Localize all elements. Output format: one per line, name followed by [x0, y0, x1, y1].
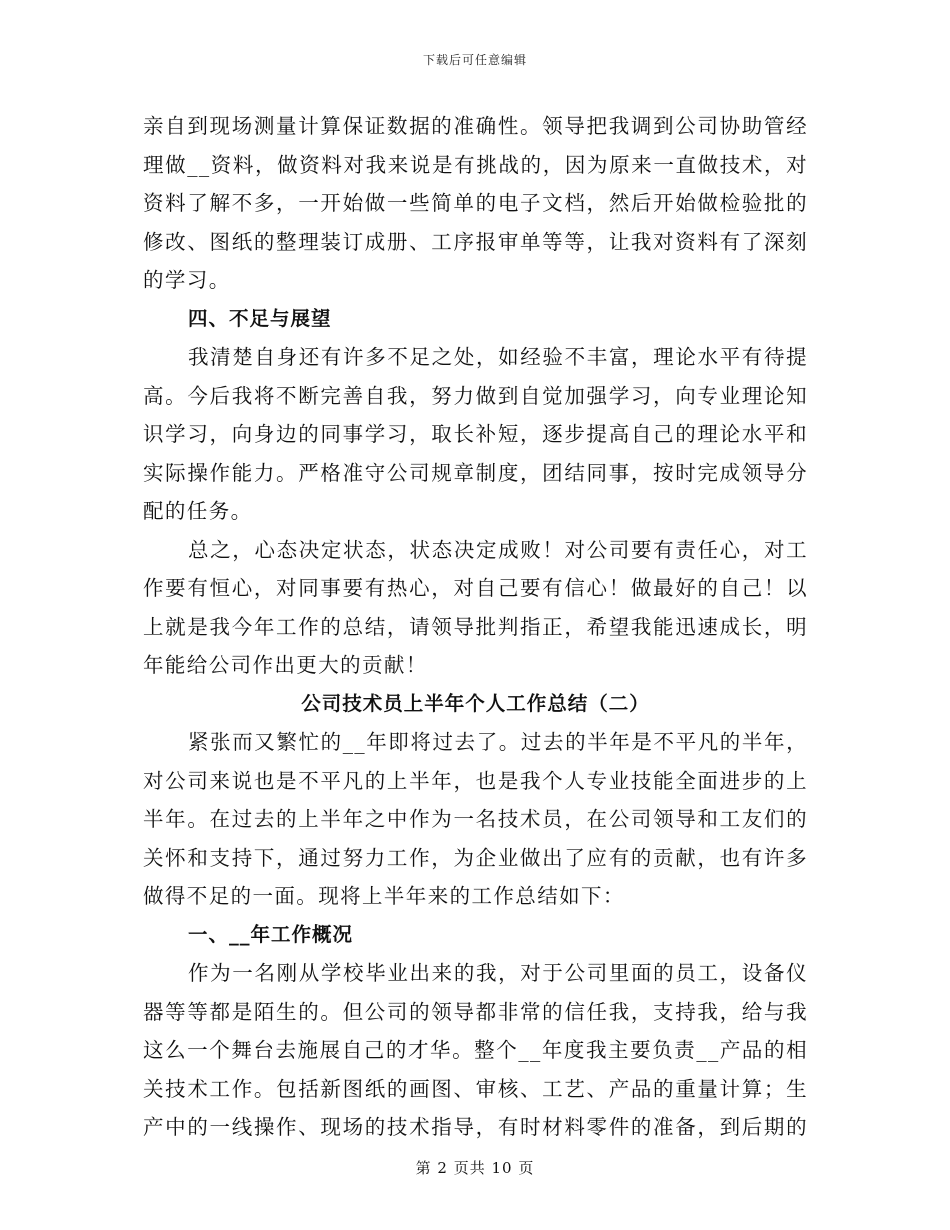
text-line: 识学习，向身边的同事学习，取长补短，逐步提高自己的理论水平和	[143, 422, 808, 446]
text-line: 理做__资料，做资料对我来说是有挑战的，因为原来一直做技术，对	[143, 152, 808, 177]
text-line: 亲自到现场测量计算保证数据的准确性。领导把我调到公司协助管经	[143, 114, 808, 138]
document-body	[143, 107, 808, 1147]
text-line: 我清楚自身还有许多不足之处，如经验不丰富，理论水平有待提	[188, 345, 808, 369]
text-line: 产中的一线操作、现场的技术指导，有时材料零件的准备，到后期的	[143, 1115, 808, 1139]
text-line: 器等等都是陌生的。但公司的领导都非常的信任我，支持我，给与我	[143, 999, 808, 1024]
text-line: 年能给公司作出更大的贡献！	[143, 653, 428, 677]
text-line: 上就是我今年工作的总结，请领导批判指正，希望我能迅速成长，明	[143, 614, 808, 639]
section-heading: 四、不足与展望	[188, 306, 332, 330]
text-line: 对公司来说也是不平凡的上半年，也是我个人专业技能全面进步的上	[143, 768, 808, 793]
page-header: 下载后可任意编辑	[422, 53, 527, 67]
text-line: 高。今后我将不断完善自我，努力做到自觉加强学习，向专业理论知	[143, 383, 808, 408]
text-line: 修改、图纸的整理装订成册、工序报审单等等，让我对资料有了深刻	[143, 229, 808, 254]
text-line: 的学习。	[143, 268, 231, 292]
section-heading: 一、__年工作概况	[188, 922, 354, 946]
text-line: 作为一名刚从学校毕业出来的我，对于公司里面的员工，设备仪	[188, 961, 808, 985]
text-line: 实际操作能力。严格准守公司规章制度，团结同事，按时完成领导分	[143, 460, 808, 485]
text-line: 关怀和支持下，通过努力工作，为企业做出了应有的贡献，也有许多	[143, 845, 808, 870]
text-line: 这么一个舞台去施展自己的才华。整个__年度我主要负责__产品的相	[143, 1038, 808, 1062]
text-line: 做得不足的一面。现将上半年来的工作总结如下：	[143, 884, 625, 908]
text-line: 关技术工作。包括新图纸的画图、审核、工艺、产品的重量计算；生	[143, 1076, 808, 1101]
text-line: 作要有恒心，对同事要有热心，对自己要有信心！做最好的自己！以	[143, 576, 808, 600]
text-line: 资料了解不多，一开始做一些简单的电子文档，然后开始做检验批的	[143, 191, 808, 215]
text-line: 紧张而又繁忙的__年即将过去了。过去的半年是不平凡的半年，	[188, 730, 808, 754]
text-line: 总之，心态决定状态，状态决定成败！对公司要有责任心，对工	[188, 537, 808, 562]
text-line: 半年。在过去的上半年之中作为一名技术员，在公司领导和工友们的	[143, 807, 808, 831]
page-number: 第 2 页共 10 页	[415, 1159, 535, 1177]
document-title: 公司技术员上半年个人工作总结（二）	[301, 691, 650, 715]
text-line: 配的任务。	[143, 499, 253, 523]
